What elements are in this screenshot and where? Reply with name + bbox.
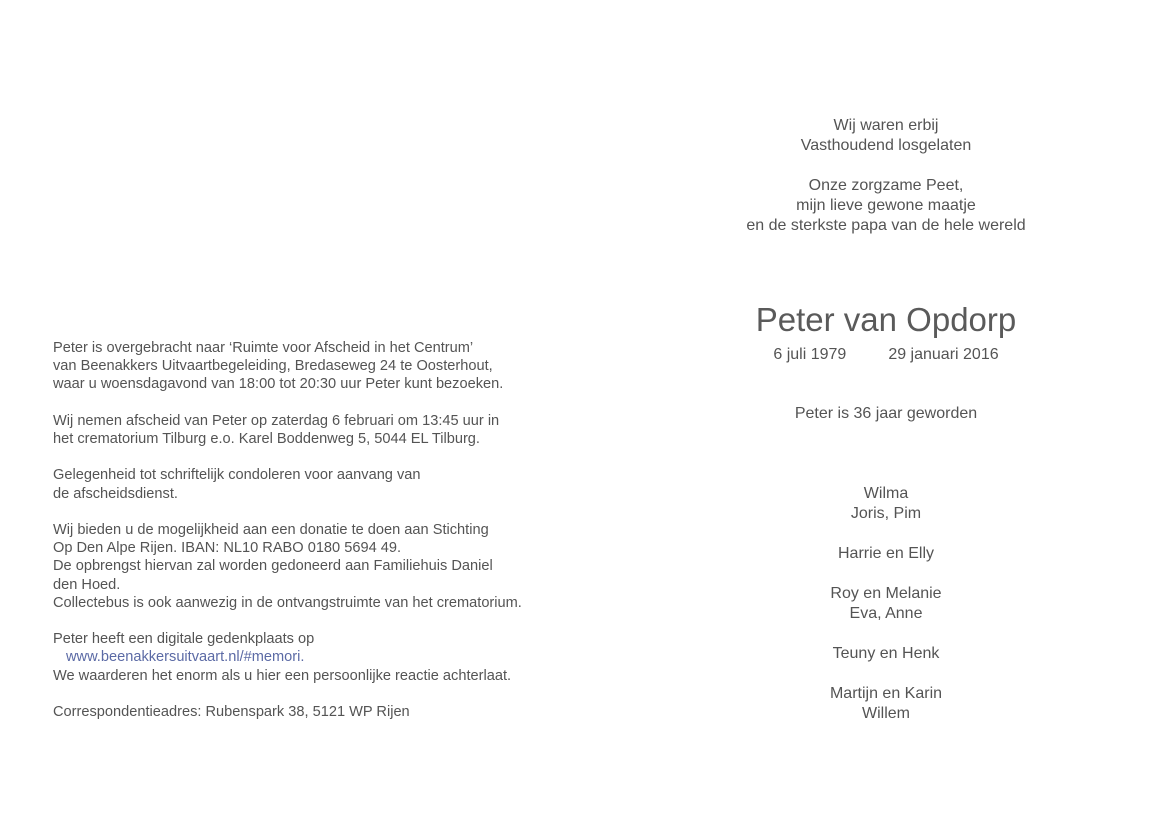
farewell-line: Wij nemen afscheid van Peter op zaterdag 6 februari om 13:45 uur in bbox=[53, 412, 500, 429]
farewell-line: het crematorium Tilburg e.o. Karel Boddenweg 5, 5044 EL Tilburg. bbox=[53, 431, 480, 447]
family-list bbox=[700, 484, 1072, 744]
verse-line: mijn lieve gewone maatje bbox=[796, 197, 976, 214]
family-member: Teuny en Henk bbox=[832, 645, 940, 662]
family-member: Eva, Anne bbox=[849, 605, 923, 622]
viewing-line: waar u woensdagavond van 18:00 tot 20:30 uur Peter kunt bezoeken. bbox=[53, 376, 504, 393]
viewing-line: Peter is overgebracht naar ‘Ruimte voor Afscheid in het Centrum’ bbox=[53, 340, 474, 356]
memorial-paragraph bbox=[53, 630, 613, 685]
verse-line: en de sterkste papa van de hele wereld bbox=[746, 217, 1026, 234]
donation-line: Op Den Alpe Rijen. IBAN: NL10 RABO 0180 5694 49. bbox=[53, 540, 402, 557]
condolence-line: de afscheidsdienst. bbox=[53, 485, 178, 502]
info-column bbox=[53, 339, 613, 739]
farewell-paragraph bbox=[53, 412, 613, 448]
family-member: Martijn en Karin bbox=[829, 685, 943, 702]
deceased-name: Peter van Opdorp bbox=[755, 301, 1017, 338]
family-group bbox=[700, 584, 1072, 624]
death-date: 29 januari 2016 bbox=[888, 346, 999, 363]
family-member: Willem bbox=[862, 705, 910, 722]
birth-date: 6 juli 1979 bbox=[773, 346, 847, 363]
family-member: Harrie en Elly bbox=[837, 545, 935, 562]
verse-line: Onze zorgzame Peet, bbox=[808, 177, 964, 194]
verse-line: Wij waren erbij bbox=[833, 117, 939, 134]
address-paragraph bbox=[53, 703, 613, 721]
age-statement: Peter is 36 jaar geworden bbox=[794, 405, 978, 422]
donation-line: De opbrengst hiervan zal worden gedoneerd aan Familiehuis Daniel bbox=[53, 558, 493, 575]
family-group bbox=[700, 484, 1072, 524]
family-member: Wilma bbox=[863, 485, 909, 502]
condolence-paragraph bbox=[53, 466, 613, 502]
donation-line: den Hoed. bbox=[53, 576, 121, 593]
memorial-intro: Peter heeft een digitale gedenkplaats op bbox=[53, 631, 315, 648]
family-member: Joris, Pim bbox=[850, 505, 922, 522]
viewing-line: van Beenakkers Uitvaartbegeleiding, Bredaseweg 24 te Oosterhout, bbox=[53, 358, 493, 375]
life-dates bbox=[700, 345, 1072, 365]
verse-stanza-1 bbox=[700, 116, 1072, 156]
memorial-link[interactable]: www.beenakkersuitvaart.nl/#memori. bbox=[66, 649, 305, 666]
donation-line: Collectebus is ook aanwezig in de ontvangstruimte van het crematorium. bbox=[53, 594, 522, 611]
family-group bbox=[700, 644, 1072, 664]
family-group bbox=[700, 544, 1072, 564]
donation-line: Wij bieden u de mogelijkheid aan een donatie te doen aan Stichting bbox=[53, 521, 489, 538]
family-group bbox=[700, 684, 1072, 724]
correspondence-address: Correspondentieadres: Rubenspark 38, 5121 WP Rijen bbox=[53, 703, 410, 720]
donation-paragraph bbox=[53, 521, 613, 612]
memorial-outro: We waarderen het enorm als u hier een persoonlijke reactie achterlaat. bbox=[53, 667, 512, 684]
viewing-paragraph bbox=[53, 339, 613, 394]
condolence-line: Gelegenheid tot schriftelijk condoleren voor aanvang van bbox=[53, 467, 421, 484]
family-member: Roy en Melanie bbox=[830, 585, 942, 602]
verse-line: Vasthoudend losgelaten bbox=[800, 137, 972, 154]
verse-stanza-2 bbox=[700, 176, 1072, 236]
